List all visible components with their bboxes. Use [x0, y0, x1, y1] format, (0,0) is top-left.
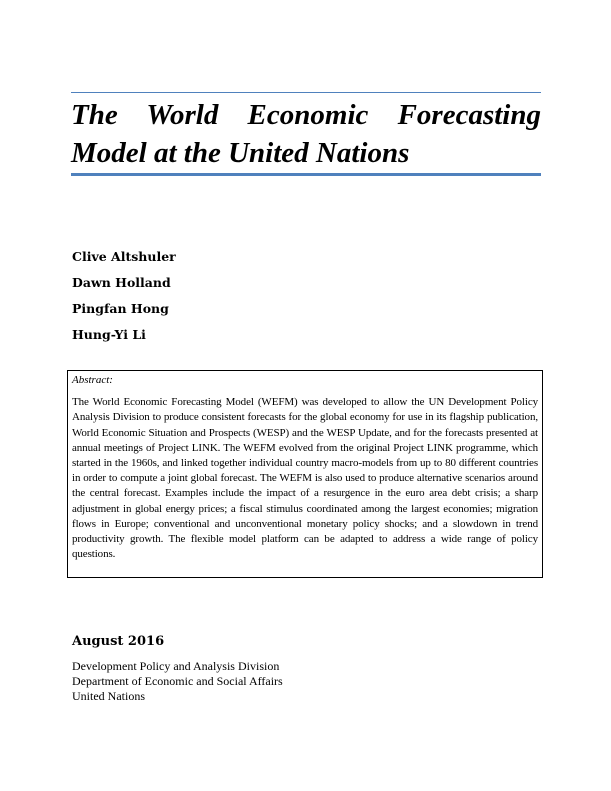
paper-title — [71, 96, 541, 172]
author-name: Hung-Yi Li — [72, 327, 146, 342]
title-bottom-rule — [71, 173, 541, 176]
author-name: Clive Altshuler — [72, 249, 176, 264]
publication-date: August 2016 — [72, 634, 165, 649]
author-name: Pingfan Hong — [72, 301, 169, 316]
author-name: Dawn Holland — [72, 275, 171, 290]
abstract-text: The World Economic Forecasting Model (WEFM) was developed to allow the UN Development Policy Analysis Division to produce consistent forecasts for the global economy for use in its flagship publication, World Economic Situation and Prospects (WESP) and the WESP Update, and for the forecasts presented at annual meetings of Project LINK. The WEFM evolved from the original Project LINK programme, which started in the 1960s, and linked together individual country macro-models from up to 80 different countries in order to compute a joint global forecast. The WEFM is also used to produce alternative scenarios around the central forecast. Examples include the impact of a resurgence in the euro area debt crisis; a sharp adjustment in global energy prices; a fiscal stimulus coordinated among the largest economies; migration flows in Europe; conventional and unconventional monetary policy shocks; and a slowdown in trend productivity growth. The flexible model platform can be adapted to address a wide range of policy questions. — [72, 396, 538, 561]
paper-title-line-1: The World Economic Forecasting — [71, 99, 541, 131]
author-list — [72, 248, 176, 352]
abstract-heading: Abstract: — [72, 374, 113, 386]
affiliation-line: Department of Economic and Social Affairs — [72, 674, 283, 688]
abstract-box — [67, 370, 543, 578]
affiliation-line: Development Policy and Analysis Division — [72, 659, 280, 673]
affiliation-block — [72, 659, 283, 704]
paper-title-line-2: Model at the United Nations — [71, 137, 410, 169]
title-top-rule — [71, 92, 541, 93]
affiliation-line: United Nations — [72, 689, 145, 703]
